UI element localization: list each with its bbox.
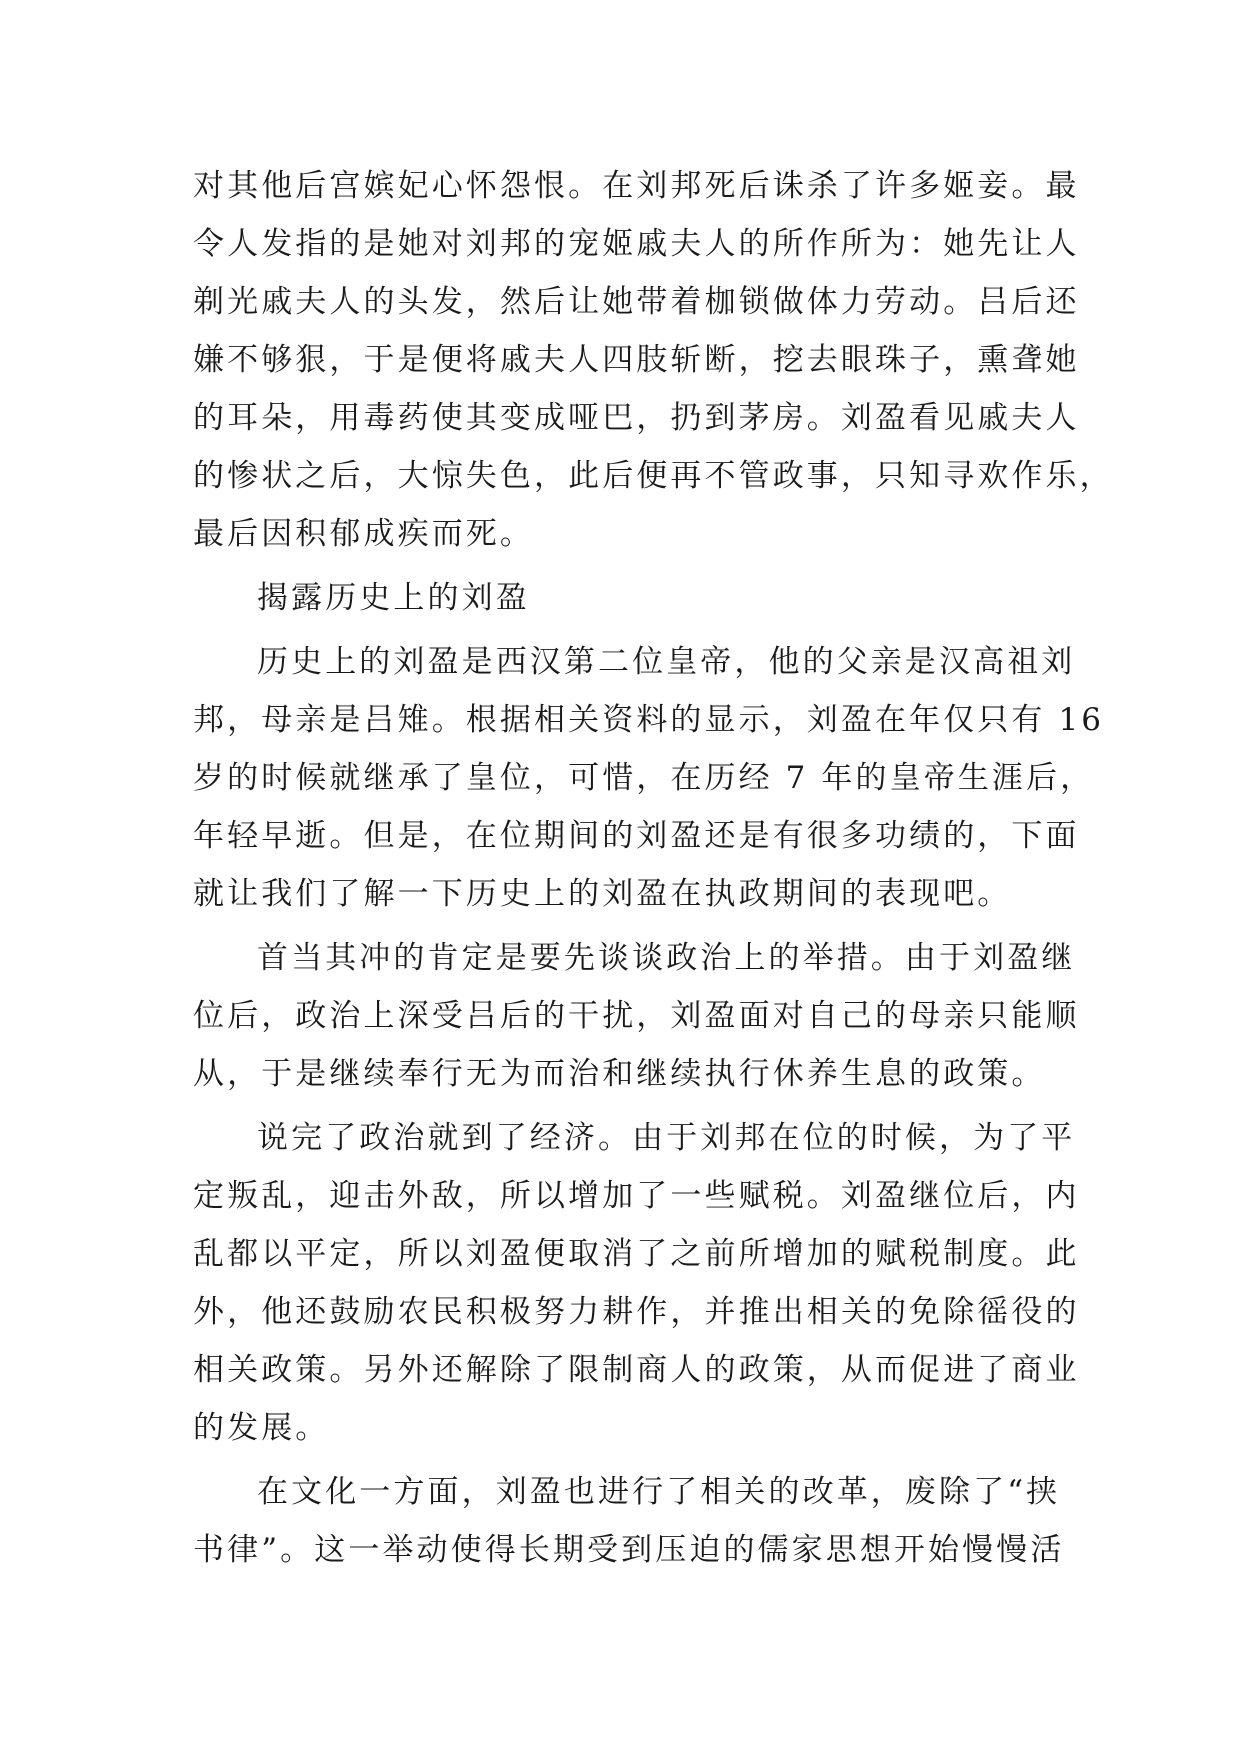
text-line: 历史上的刘盈是西汉第二位皇帝，他的父亲是汉高祖刘	[257, 644, 1076, 680]
text-line: 的耳朵，用毒药使其变成哑巴，扔到茅房。刘盈看见戚夫人	[193, 400, 1080, 436]
text-line: 从，于是继续奉行无为而治和继续执行休养生息的政策。	[193, 1056, 1046, 1092]
text-line: 相关政策。另外还解除了限制商人的政策，从而促进了商业	[193, 1352, 1080, 1388]
text-line: 书律”。这一举动使得长期受到压迫的儒家思想开始慢慢活	[193, 1532, 1065, 1568]
section-heading: 揭露历史上的刘盈	[257, 580, 530, 616]
text-line: 令人发指的是她对刘邦的宠姬戚夫人的所作所为：她先让人	[193, 226, 1080, 262]
text-line: 就让我们了解一下历史上的刘盈在执政期间的表现吧。	[193, 876, 1012, 912]
body-text	[193, 157, 1114, 1579]
text-line: 定叛乱，迎击外敌，所以增加了一些赋税。刘盈继位后，内	[193, 1178, 1080, 1214]
text-line: 嫌不够狠，于是便将戚夫人四肢斩断，挖去眼珠子，熏聋她	[193, 342, 1080, 378]
text-line: 岁的时候就继承了皇位，可惜，在历经 7 年的皇帝生涯后，	[193, 760, 1095, 796]
text-line: 最后因积郁成疾而死。	[193, 516, 534, 552]
text-line: 说完了政治就到了经济。由于刘邦在位的时候，为了平	[257, 1120, 1076, 1156]
text-line: 的发展。	[193, 1410, 330, 1446]
text-line: 乱都以平定，所以刘盈便取消了之前所增加的赋税制度。此	[193, 1236, 1080, 1272]
text-line: 年轻早逝。但是，在位期间的刘盈还是有很多功绩的，下面	[193, 818, 1080, 854]
text-line: 的惨状之后，大惊失色，此后便再不管政事，只知寻欢作乐，	[193, 458, 1114, 494]
text-line: 对其他后宫嫔妃心怀怨恨。在刘邦死后诛杀了许多姬妾。最	[193, 168, 1080, 204]
text-line: 在文化一方面，刘盈也进行了相关的改革，废除了“挟	[257, 1474, 1061, 1510]
text-line: 外，他还鼓励农民积极努力耕作，并推出相关的免除徭役的	[193, 1294, 1080, 1330]
text-line: 剃光戚夫人的头发，然后让她带着枷锁做体力劳动。吕后还	[193, 284, 1080, 320]
text-line: 邦，母亲是吕雉。根据相关资料的显示，刘盈在年仅只有 16	[193, 702, 1105, 738]
text-line: 首当其冲的肯定是要先谈谈政治上的举措。由于刘盈继	[257, 940, 1076, 976]
text-line: 位后，政治上深受吕后的干扰，刘盈面对自己的母亲只能顺	[193, 998, 1080, 1034]
